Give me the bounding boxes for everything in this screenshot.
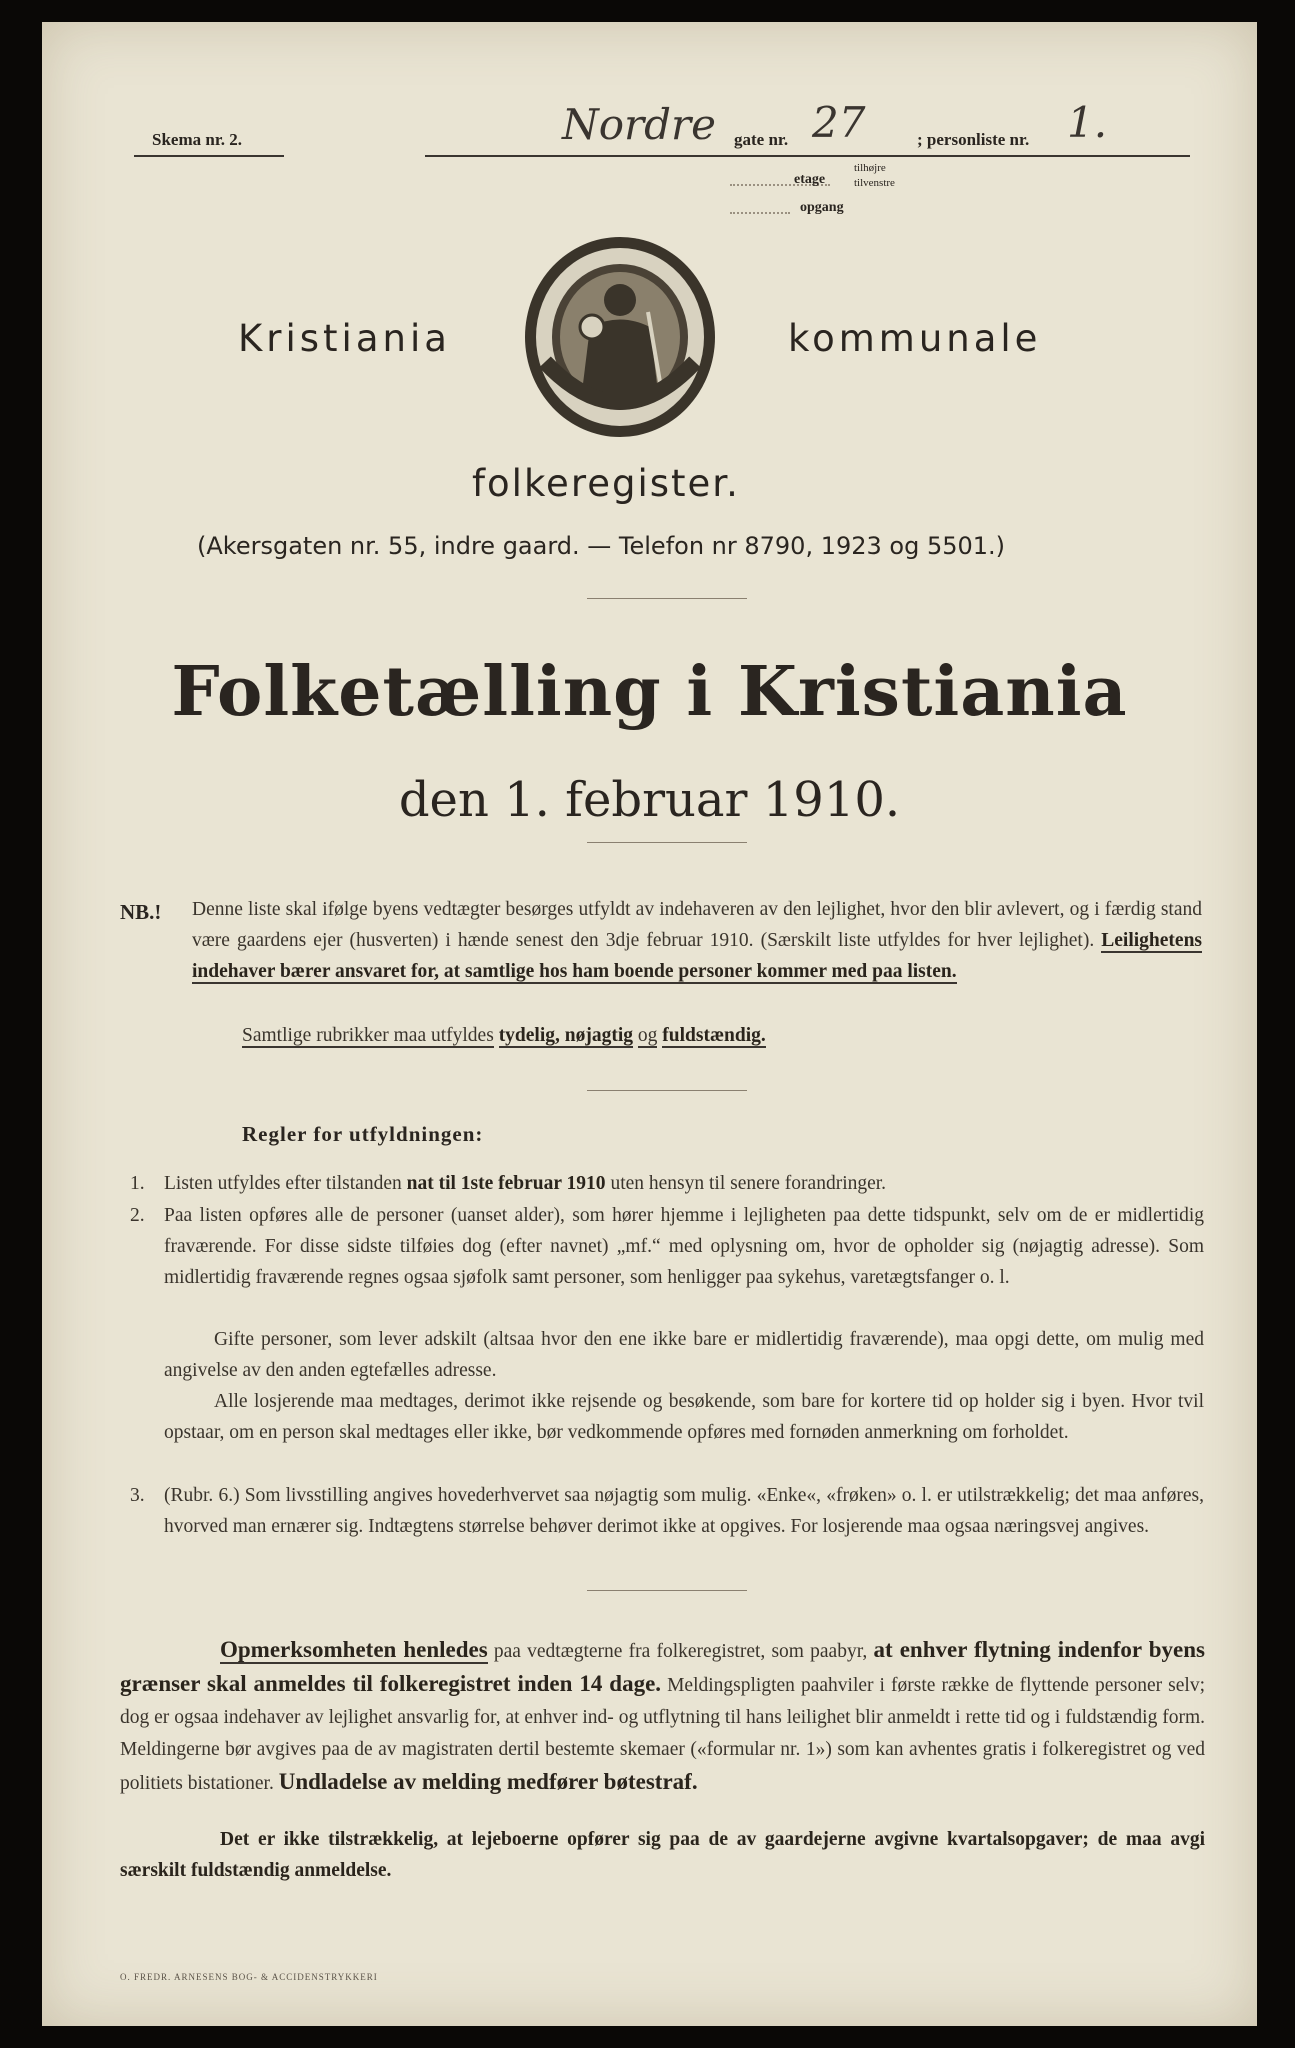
nb-text: Denne liste skal ifølge byens vedtægter besørges utfyldt av indehaveren av den lejlighet, hvor den blir avlevert, og i færdig stand være gaardens ejer (husverten) i hænde senest den 3dje februar 1910. (Særskilt liste utfyldes for hver lejlighet). <box>192 899 1202 951</box>
nb-paragraph <box>192 894 1202 987</box>
rule-2-number: 2. <box>130 1205 145 1226</box>
seal-graphic <box>520 232 720 442</box>
rule-2-para2: Gifte personer, som lever adskilt (altsaa hvor den ene ikke bare er midlertidig fraværende), maa opgi dette, om mulig med angivelse av den anden egtefælles adresse. <box>164 1329 1204 1381</box>
skema-underline <box>134 155 284 157</box>
printer-line: O. FREDR. ARNESENS BOG- & ACCIDENSTRYKKERI <box>120 1972 378 1982</box>
rule-1-c: uten hensyn til senere forandringer. <box>610 1173 887 1194</box>
opgang-dots <box>730 212 790 214</box>
title-date: den 1. februar 1910. <box>398 772 901 828</box>
gate-number: 27 <box>812 98 866 147</box>
tilhojre-label: tilhøjre <box>854 162 886 174</box>
divider-2 <box>587 842 747 843</box>
street-handwritten: Nordre <box>562 100 716 149</box>
divider-3 <box>587 1090 747 1091</box>
rule-3-text: (Rubr. 6.) Som livsstilling angives hovederhvervet saa nøjagtig som mulig. «Enke«, «frøken» o. l. er utilstrækkelig; det maa anføres, hvorved man ernærer sig. Indtægtens størrelse behøver derimot ikke at opgives. For losjerende maa ogsaa næringsvej angives. <box>164 1485 1204 1537</box>
rules-heading: Regler for utfyldningen: <box>242 1122 484 1146</box>
opgang-label: opgang <box>800 200 844 215</box>
notice-p1-b: at enhver flytning indenfor byens grænser skal anmeldes til folkeregistret inden 14 dage. <box>120 1637 1205 1696</box>
divider-4 <box>587 1590 747 1591</box>
rule-2-text: Paa listen opføres alle de personer (uanset alder), som hører hjemme i lejligheten paa dette tidspunkt, selv om de er midlertidig fraværende. For disse sidste tilføies dog (efter navnet) „mf.“ med oplysning om, hvor de opholder sig (nøjagtig adresse). Som midlertidig fraværende regnes ogsaa sjøfolk samt personer, som henligger paa sykehus, varetægtsfanger o. l. <box>164 1205 1204 1288</box>
rule-1-number: 1. <box>130 1173 145 1194</box>
gate-label: gate nr. <box>734 130 789 149</box>
rule-1-a: Listen utfyldes efter tilstanden <box>164 1173 402 1194</box>
rule-2-para3: Alle losjerende maa medtages, derimot ikke rejsende og besøkende, som bare for kortere tid op holder sig i byen. Hvor tvil opstaar, om en person skal medtages eller ikke, bør vedkommende opføres med fornøden anmerkning om forholdet. <box>164 1391 1204 1443</box>
divider-1 <box>587 598 747 599</box>
etage-label: etage <box>794 172 826 187</box>
personliste-label: ; personliste nr. <box>917 130 1030 149</box>
notice-paragraph <box>120 1634 1205 1800</box>
nb-label: NB.! <box>120 900 162 924</box>
nb-bold-text: Leilighetens indehaver bærer ansvaret for, at samtlige hos ham boende personer kommer med paa listen. <box>192 930 1202 982</box>
masthead-folkeregister: folkeregister. <box>472 462 740 505</box>
rule-1 <box>164 1168 1204 1199</box>
main-title: Folketælling i Kristiania <box>171 652 1128 732</box>
nb-line2 <box>242 1020 1142 1051</box>
masthead-right: kommunale <box>788 317 1042 360</box>
header-underline <box>425 155 1190 157</box>
notice-p2: Det er ikke tilstrækkelig, at lejeboerne opfører sig paa de av gaardejerne avgivne kvartalsopgaver; de maa avgi særskilt fuldstændig anmeldelse. <box>120 1829 1205 1881</box>
tilvenstre-label: tilvenstre <box>854 177 895 189</box>
kristiania-seal <box>520 232 720 442</box>
nb-line2-d: fuldstændig. <box>662 1025 766 1046</box>
notice-p1-a: paa vedtægterne fra folkeregistret, som paabyr, <box>493 1641 868 1662</box>
personliste-number: 1. <box>1067 98 1108 147</box>
rule-3-number: 3. <box>130 1485 145 1506</box>
notice-lead: Opmerksomheten henledes <box>220 1637 488 1662</box>
masthead-address: (Akersgaten nr. 55, indre gaard. — Telefon nr 8790, 1923 og 5501.) <box>197 532 1006 560</box>
skema-label: Skema nr. 2. <box>152 130 243 149</box>
rule-1-b: nat til 1ste februar 1910 <box>406 1173 606 1194</box>
census-form-page <box>42 22 1257 2026</box>
nb-line2-a: Samtlige rubrikker maa utfyldes <box>242 1025 494 1046</box>
masthead-left: Kristiania <box>238 317 451 360</box>
nb-line2-c: og <box>637 1025 658 1046</box>
notice-p1-d: Undladelse av melding medfører bøtestraf. <box>278 1769 698 1794</box>
notice-p1-c: Meldingspligten paahviler i første række de flyttende personer selv; dog er ogsaa indehaver av lejlighet ansvarlig for, at enhver ind- og utflytning til hans leilighet blir anmeldt i rette tid og i fuldstændig form. Meldingerne bør avgives paa de av magistraten dertil bestemte skemaer («formular nr. 1») som kan avhentes gratis i folkeregistret og ved politiets bistationer. <box>120 1675 1205 1794</box>
nb-line2-b: tydelig, nøjagtig <box>498 1025 634 1046</box>
